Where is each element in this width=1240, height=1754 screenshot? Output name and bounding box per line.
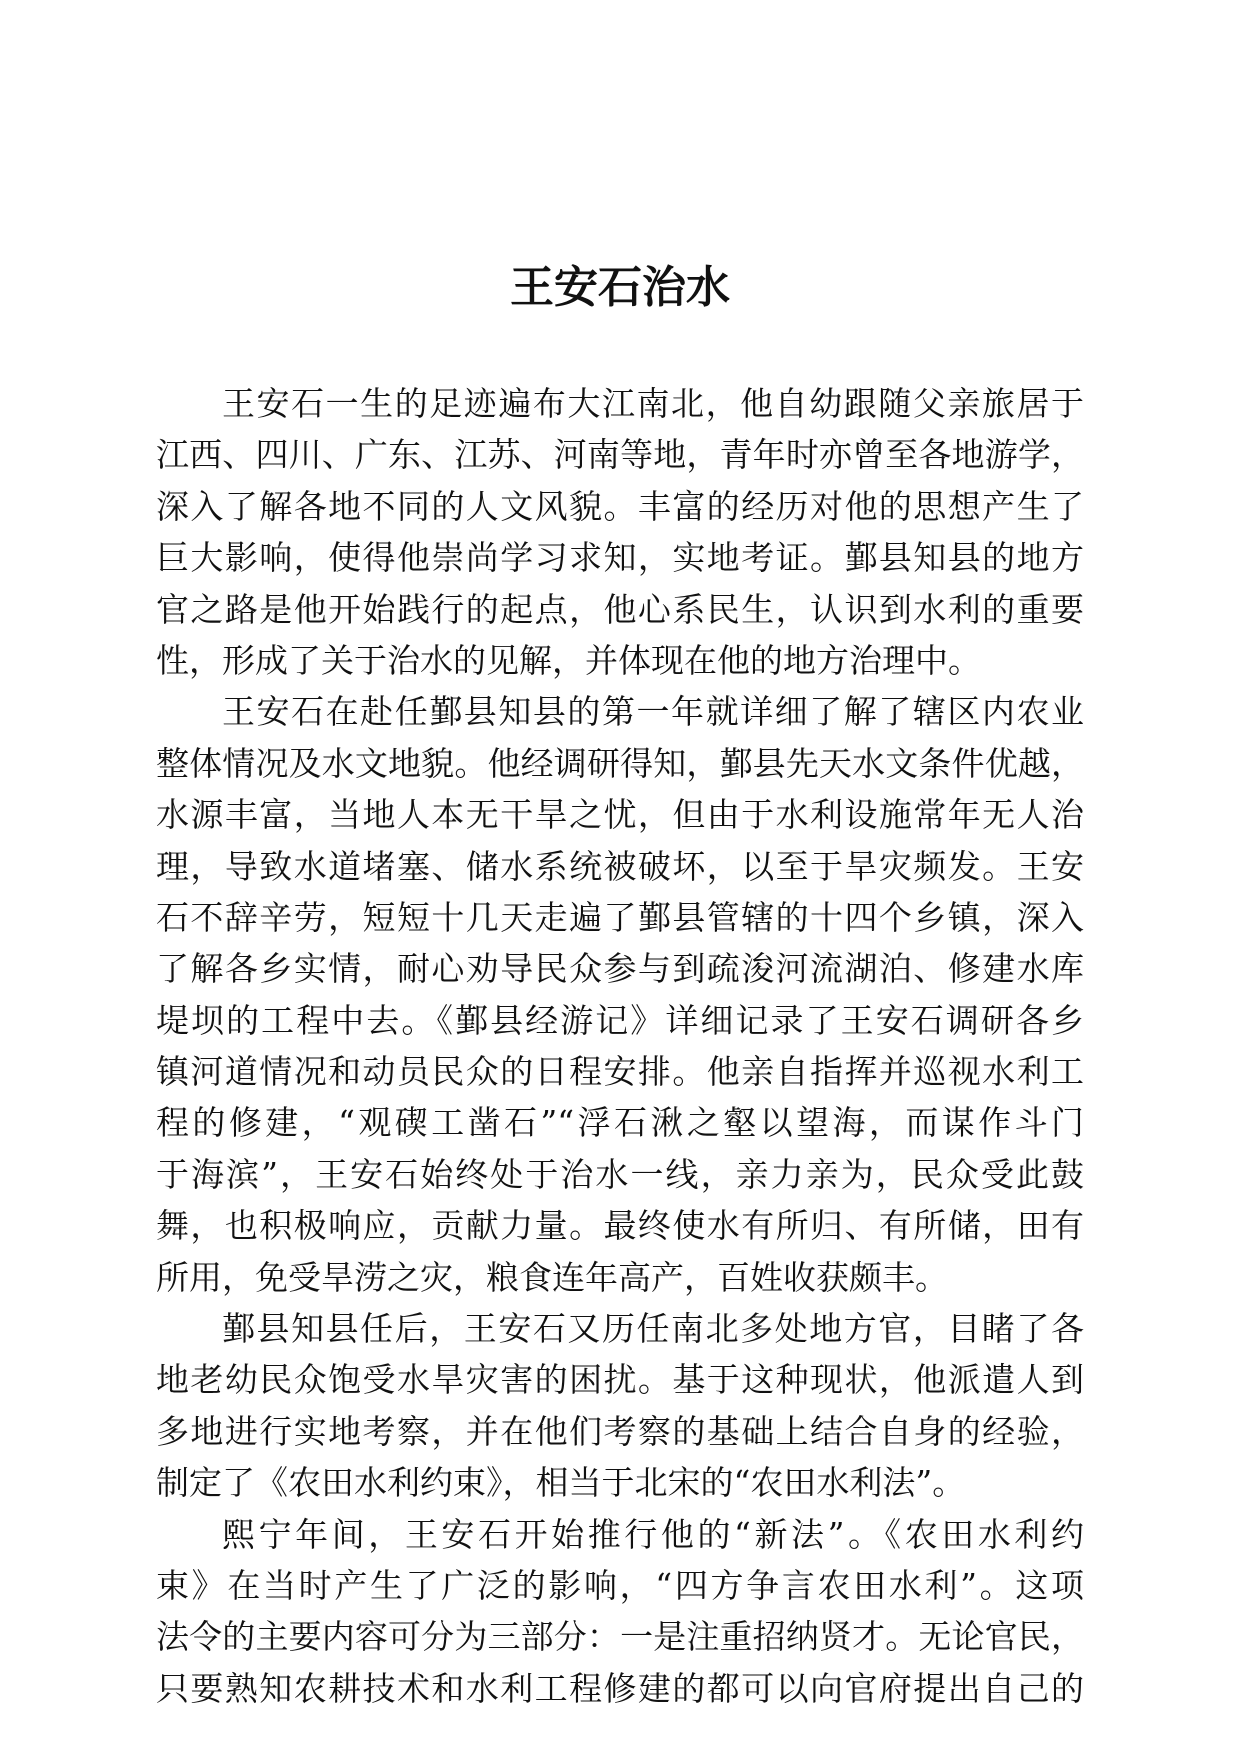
paragraph-2-line: 了解各乡实情，耐心劝导民众参与到疏浚河流湖泊、修建水库 — [156, 949, 1084, 989]
paragraph-1-line: 性，形成了关于治水的见解，并体现在他的地方治理中。 — [156, 640, 981, 680]
paragraph-4-line: 只要熟知农耕技术和水利工程修建的都可以向官府提出自己的 — [156, 1668, 1084, 1708]
paragraph-2-line: 整体情况及水文地貌。他经调研得知，鄞县先天水文条件优越， — [156, 743, 1084, 783]
paragraph-2-line: 石不辞辛劳，短短十几天走遍了鄞县管辖的十四个乡镇，深入 — [156, 897, 1084, 937]
paragraph-3-line: 地老幼民众饱受水旱灾害的困扰。基于这种现状，他派遣人到 — [156, 1360, 1084, 1400]
paragraph-2-line: 堤坝的工程中去。《鄞县经游记》详细记录了王安石调研各乡 — [156, 1000, 1084, 1040]
paragraph-2-line: 镇河道情况和动员民众的日程安排。他亲自指挥并巡视水利工 — [156, 1052, 1084, 1092]
article-body — [156, 378, 1084, 1714]
paragraph-4-line: 束》在当时产生了广泛的影响，“四方争言农田水利”。这项 — [156, 1565, 1084, 1605]
paragraph-1-line: 巨大影响，使得他崇尚学习求知，实地考证。鄞县知县的地方 — [156, 538, 1084, 578]
paragraph-2-line: 于海滨”，王安石始终处于治水一线，亲力亲为，民众受此鼓 — [156, 1154, 1084, 1194]
paragraph-3-line: 制定了《农田水利约束》，相当于北宋的“农田水利法”。 — [156, 1463, 966, 1503]
paragraph-4-line: 熙宁年间，王安石开始推行他的“新法”。《农田水利约 — [222, 1514, 1084, 1554]
paragraph-2-line: 舞，也积极响应，贡献力量。最终使水有所归、有所储，田有 — [156, 1206, 1084, 1246]
page-title: 王安石治水 — [510, 262, 730, 313]
paragraph-2-line: 理，导致水道堵塞、储水系统被破坏，以至于旱灾频发。王安 — [156, 846, 1084, 886]
paragraph-3-line: 多地进行实地考察，并在他们考察的基础上结合自身的经验， — [156, 1411, 1084, 1451]
paragraph-1-line: 官之路是他开始践行的起点，他心系民生，认识到水利的重要 — [156, 589, 1084, 629]
paragraph-4-line: 法令的主要内容可分为三部分：一是注重招纳贤才。无论官民， — [156, 1617, 1084, 1657]
paragraph-1-line: 王安石一生的足迹遍布大江南北，他自幼跟随父亲旅居于 — [222, 384, 1084, 423]
paragraph-2-line: 水源丰富，当地人本无干旱之忧，但由于水利设施常年无人治 — [156, 795, 1084, 835]
paragraph-1-line: 江西、四川、广东、江苏、河南等地，青年时亦曾至各地游学， — [156, 435, 1084, 475]
paragraph-1-line: 深入了解各地不同的人文风貌。丰富的经历对他的思想产生了 — [156, 486, 1084, 526]
paragraph-2-line: 王安石在赴任鄞县知县的第一年就详细了解了辖区内农业 — [222, 692, 1084, 732]
paragraph-3-line: 鄞县知县任后，王安石又历任南北多处地方官，目睹了各 — [222, 1309, 1084, 1349]
paragraph-2-line: 程的修建，“观碶工凿石”“浮石湫之壑以望海，而谋作斗门 — [156, 1103, 1084, 1143]
paragraph-2-line: 所用，免受旱涝之灾，粮食连年高产，百姓收获颇丰。 — [156, 1257, 948, 1297]
